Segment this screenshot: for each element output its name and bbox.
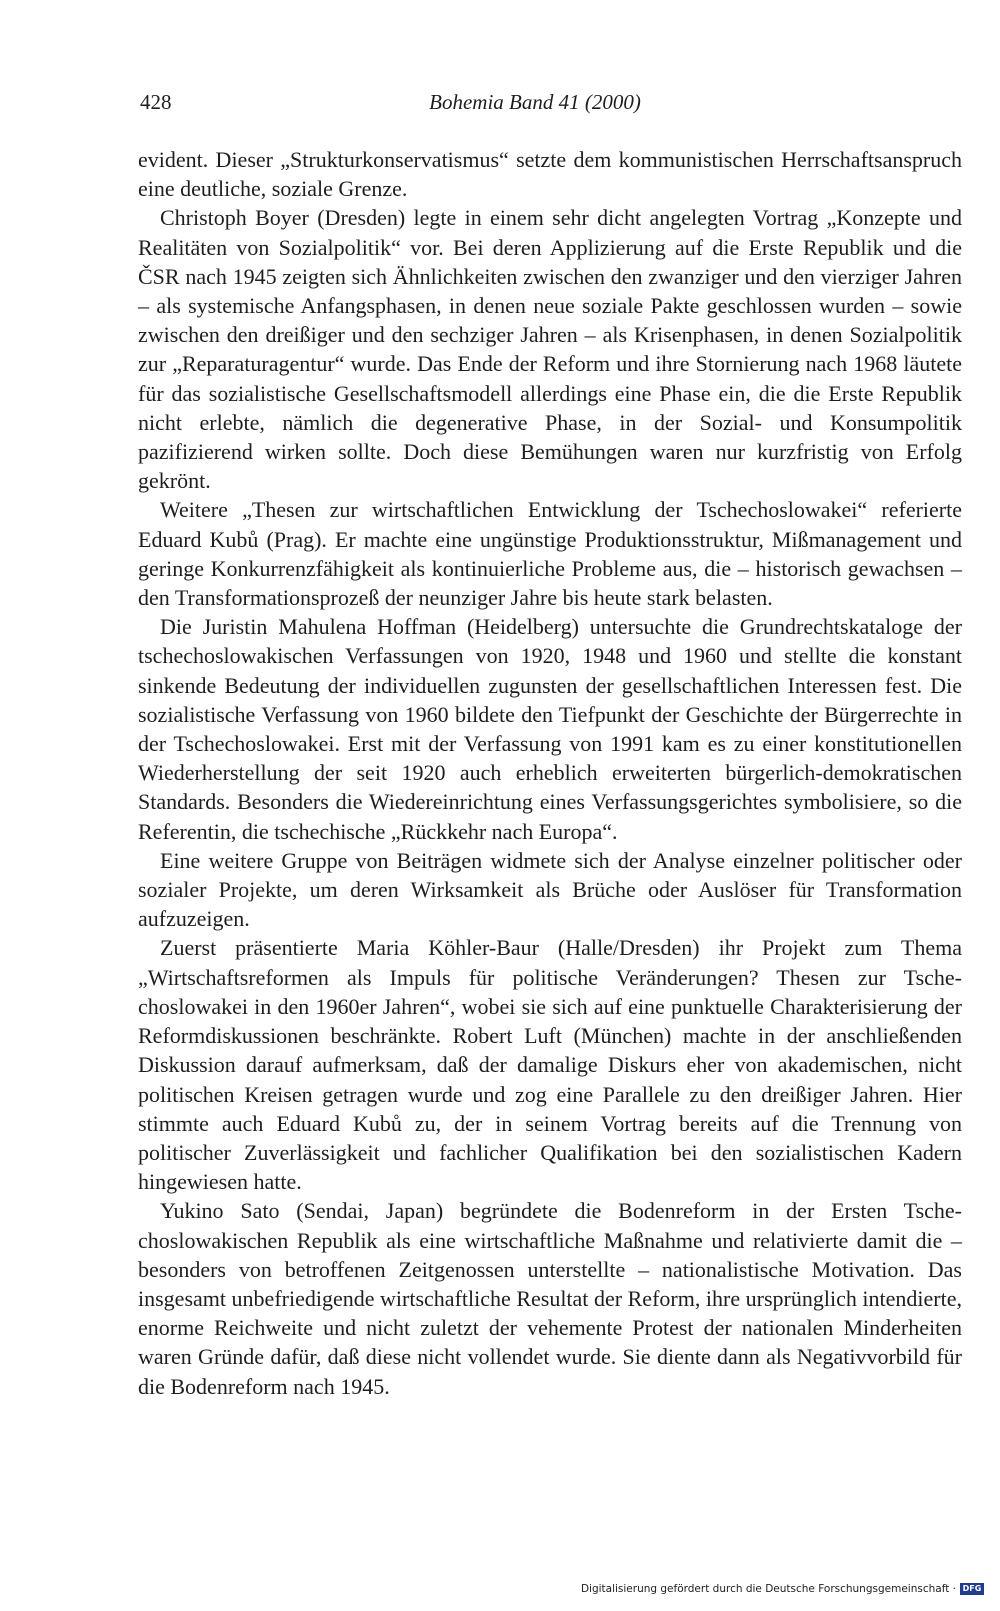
- body-text: [138, 145, 962, 1401]
- footer-text: Digitalisierung gefördert durch die Deutsche Forschungsgemeinschaft ·: [580, 1583, 956, 1595]
- paragraph-4: Die Juristin Mahulena Hoffman (Heidelberg) untersuchte die Grundrechtskataloge der tschechoslowakischen Verfassungen von 1920, 1948 und 1960 und stellte die konstant sinkende Bedeutung der individuellen zugunsten der gesellschaftlichen Interessen fest. Die sozialistische Verfassung von 1960 bildete den Tiefpunkt der Geschichte der Bürgerrechte in der Tschechoslowakei. Erst mit der Verfassung von 1991 kam es zu einer konstitutionellen Wiederherstellung der seit 1920 auch erheblich erweiterten bürgerlich-demokratischen Standards. Besonders die Wiedereinrichtung eines Verfassungsgerichtes symbolisiere, so die Referentin, die tschechische „Rückkehr nach Europa“.: [138, 614, 962, 844]
- paragraph-6: Zuerst präsentierte Maria Köhler-Baur (Halle/Dresden) ihr Projekt zum Thema „Wirtschaftsreformen als Impuls für politische Veränderungen? Thesen zur Tschechoslowakei in den 1960er Jahren“, wobei sie sich auf eine punktuelle Charakterisierung der Reformdiskussionen beschränkte. Robert Luft (München) machte in der anschließenden Diskussion darauf aufmerksam, daß der damalige Diskurs eher von akademischen, nicht politischen Kreisen getragen wurde und zog eine Parallele zu den dreißiger Jahren. Hier stimmte auch Eduard Kubů zu, der in seinem Vortrag bereits auf die Trennung von politischer Zuverlässigkeit und fachlicher Qualifikation bei den sozialistischen Kadern hingewiesen hatte.: [138, 935, 962, 1195]
- digitization-footer: [581, 1583, 984, 1595]
- dfg-logo-icon: DFG: [960, 1583, 984, 1595]
- paragraph-7: Yukino Sato (Sendai, Japan) begründete die Bodenreform in der Ersten Tschechoslowakischen Republik als eine wirtschaftliche Maßnahme und relativierte damit die – besonders von betroffenen Zeitgenossen unterstellte – nationalistische Motivation. Das insgesamt unbefriedigende wirtschaftliche Resultat der Reform, ihre ursprünglich intendierte, enorme Reichweite und nicht zuletzt der vehemente Protest der nationalen Minderheiten waren Gründe dafür, daß diese nicht vollendet wurde. Sie diente dann als Negativvorbild für die Bodenreform nach 1945.: [138, 1198, 962, 1399]
- page-header: [140, 90, 940, 126]
- paragraph-3: Weitere „Thesen zur wirtschaftlichen Entwicklung der Tschechoslowakei“ referierte Eduard Kubů (Prag). Er machte eine ungünstige Produktionsstruktur, Mißmanagement und geringe Konkurrenzfähigkeit als kontinuierliche Probleme aus, die – historisch gewachsen – den Transformationsprozeß der neunziger Jahre bis heute stark belasten.: [138, 497, 962, 611]
- running-head: Bohemia Band 41 (2000): [429, 90, 641, 114]
- paragraph-5: Eine weitere Gruppe von Beiträgen widmete sich der Analyse einzelner politischer oder sozialer Projekte, um deren Wirksamkeit als Brüche oder Auslöser für Transformation aufzuzeigen.: [138, 847, 962, 932]
- page-number: 428: [140, 90, 172, 114]
- paragraph-1: evident. Dieser „Strukturkonservatismus“ setzte dem kommunistischen Herrschaftsanspruch eine deutliche, soziale Grenze.: [138, 147, 962, 202]
- paragraph-2: Christoph Boyer (Dresden) legte in einem sehr dicht angelegten Vortrag „Konzepte und Realitäten von Sozialpolitik“ vor. Bei deren Applizierung auf die Erste Republik und die ČSR nach 1945 zeigten sich Ähnlichkeiten zwischen den zwanziger und den vierziger Jahren – als systemische Anfangsphasen, in denen neue soziale Pakte geschlossen wurden – sowie zwischen den dreißiger und den sechziger Jahren – als Krisenphasen, in denen Sozialpolitik zur „Reparaturagentur“ wurde. Das Ende der Reform und ihre Stornierung nach 1968 läutete für das sozialistische Gesellschaftsmodell allerdings eine Phase ein, die die Erste Republik nicht erlebte, nämlich die degenerative Phase, in der Sozial- und Konsumpolitik pazifizierend wirken sollte. Doch diese Bemühungen waren nur kurzfristig von Erfolg gekrönt.: [138, 205, 962, 494]
